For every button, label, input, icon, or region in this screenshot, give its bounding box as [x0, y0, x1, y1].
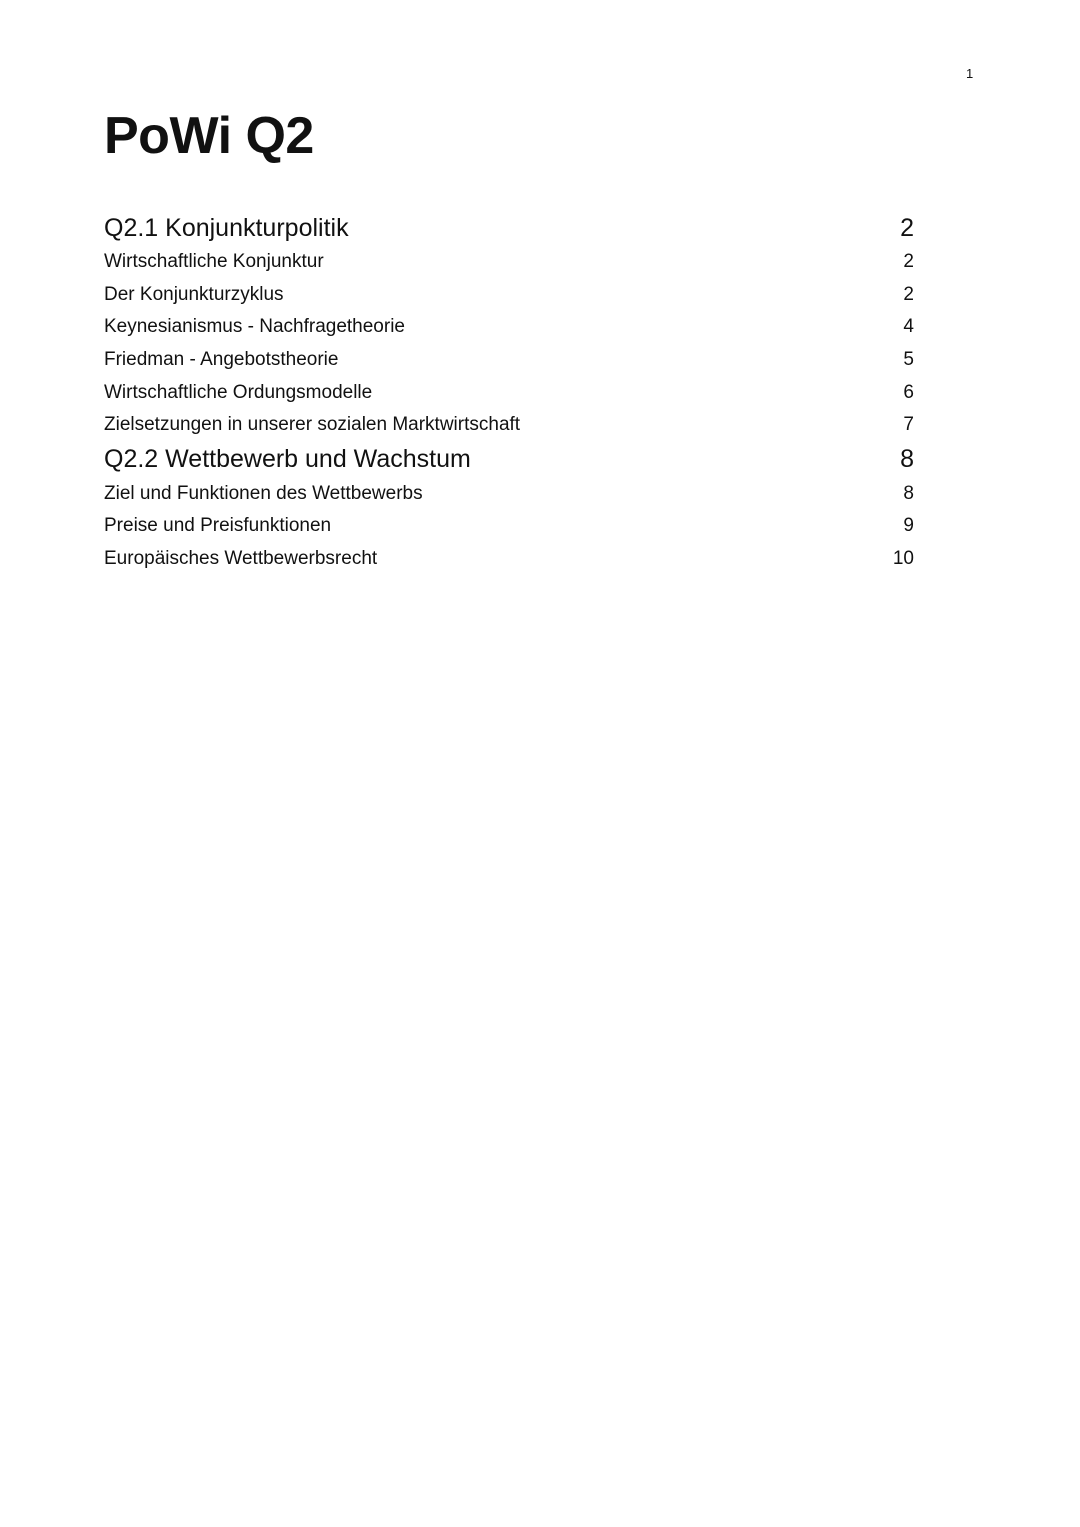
toc-section-q2-1 — [104, 210, 914, 246]
toc-entry — [104, 409, 914, 442]
toc-page-number: 7 — [903, 414, 914, 436]
toc-entry — [104, 478, 914, 511]
toc-entry-label: Keynesianismus - Nachfragetheorie — [104, 316, 405, 338]
toc-page-number: 6 — [903, 381, 914, 403]
toc-entry-label: Europäisches Wettbewerbsrecht — [104, 548, 378, 570]
toc-section-label: Q2.2 Wettbewerb und Wachstum — [104, 445, 471, 474]
toc-entry-label: Wirtschaftliche Konjunktur — [104, 251, 324, 273]
toc-page-number: 10 — [892, 548, 914, 570]
toc-entry-label: Preise und Preisfunktionen — [104, 515, 332, 537]
toc-section-label: Q2.1 Konjunkturpolitik — [104, 213, 349, 242]
toc-page-number: 9 — [903, 515, 914, 537]
toc-entry — [104, 311, 914, 344]
page-number: 1 — [966, 66, 974, 81]
toc-entry — [104, 279, 914, 312]
toc-entry — [104, 543, 914, 576]
toc-page-number: 2 — [903, 251, 914, 273]
toc-page-number: 8 — [900, 445, 914, 474]
toc-page-number: 4 — [903, 316, 914, 338]
toc-entry-label: Wirtschaftliche Ordungsmodelle — [104, 381, 373, 403]
table-of-contents — [104, 210, 914, 575]
toc-section-q2-2 — [104, 442, 914, 478]
toc-page-number: 5 — [903, 349, 914, 371]
toc-page-number: 2 — [903, 283, 914, 305]
toc-page-number: 8 — [903, 482, 914, 504]
toc-entry — [104, 376, 914, 409]
toc-entry-label: Friedman - Angebotstheorie — [104, 349, 339, 371]
toc-entry — [104, 246, 914, 279]
document-title: PoWi Q2 — [104, 107, 314, 165]
toc-entry-label: Der Konjunkturzyklus — [104, 283, 284, 305]
toc-entry — [104, 510, 914, 543]
toc-entry-label: Zielsetzungen in unserer sozialen Marktwirtschaft — [104, 414, 521, 436]
toc-entry — [104, 344, 914, 377]
toc-page-number: 2 — [900, 213, 914, 242]
toc-entry-label: Ziel und Funktionen des Wettbewerbs — [104, 482, 423, 504]
